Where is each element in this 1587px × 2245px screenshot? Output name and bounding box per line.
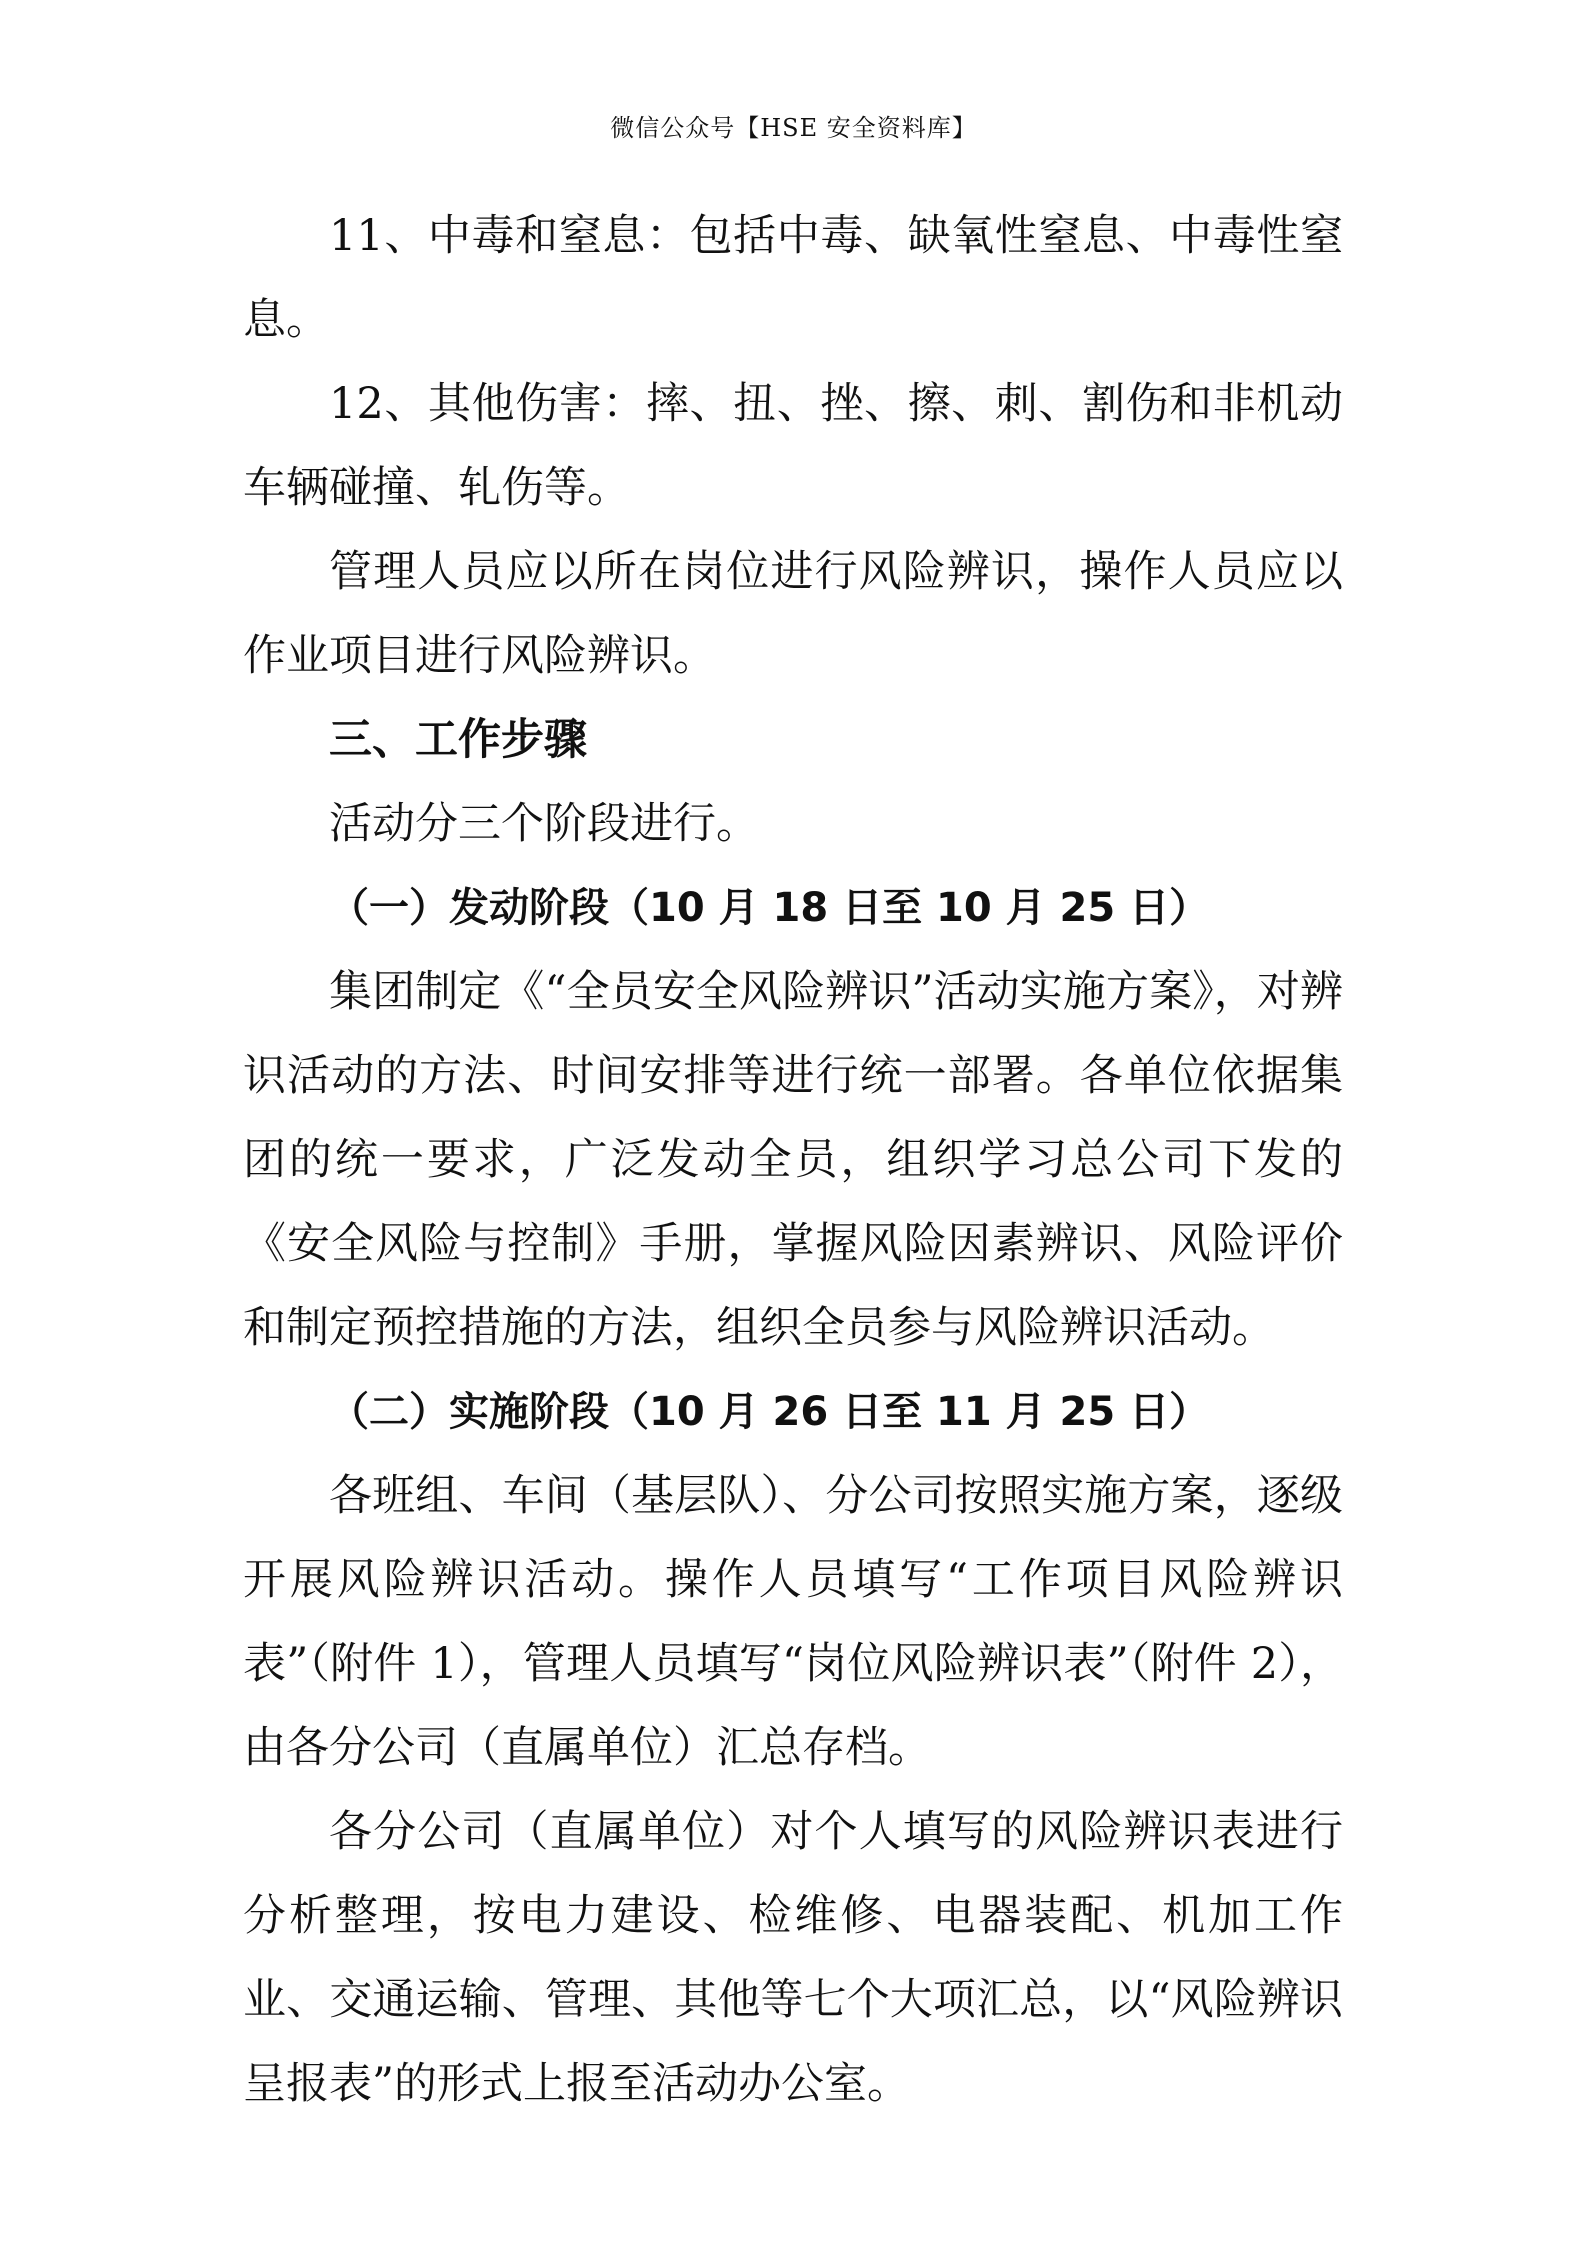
paragraph-phase-1: 集团制定《“全员安全风险辨识”活动实施方案》，对辨识活动的方法、时间安排等进行统一部署。各单位依据集团的统一要求，广泛发动全员，组织学习总公司下发的《安全风险与控制》手册，掌握风险因素辨识、风险评价和制定预控措施的方法，组织全员参与风险辨识活动。 — [243, 967, 1343, 1353]
paragraph-item-12: 12、其他伤害：摔、扭、挫、擦、刺、割伤和非机动车辆碰撞、轧伤等。 — [243, 379, 1343, 513]
paragraph-summary-report: 各分公司（直属单位）对个人填写的风险辨识表进行分析整理，按电力建设、检维修、电器装配、机加工作业、交通运输、管理、其他等七个大项汇总，以“风险辨识呈报表”的形式上报至活动办公室。 — [243, 1807, 1343, 2109]
paragraph-item-11: 11、中毒和窒息：包括中毒、缺氧性窒息、中毒性窒息。 — [243, 211, 1343, 345]
section-heading-steps: 三、工作步骤 — [329, 715, 587, 765]
page-header: 微信公众号【HSE 安全资料库】 — [610, 114, 977, 142]
paragraph-identification-basis: 管理人员应以所在岗位进行风险辨识，操作人员应以作业项目进行风险辨识。 — [243, 547, 1343, 681]
paragraph-phases-intro: 活动分三个阶段进行。 — [329, 799, 759, 849]
document-body — [243, 194, 1343, 2126]
subheading-phase-1: （一）发动阶段（10 月 18 日至 10 月 25 日） — [329, 885, 1210, 931]
paragraph-phase-2: 各班组、车间（基层队）、分公司按照实施方案，逐级开展风险辨识活动。操作人员填写“工作项目风险辨识表”（附件 1），管理人员填写“岗位风险辨识表”（附件 2），由各分公司（直属单位）汇总存档。 — [243, 1471, 1343, 1773]
subheading-phase-2: （二）实施阶段（10 月 26 日至 11 月 25 日） — [329, 1389, 1210, 1435]
